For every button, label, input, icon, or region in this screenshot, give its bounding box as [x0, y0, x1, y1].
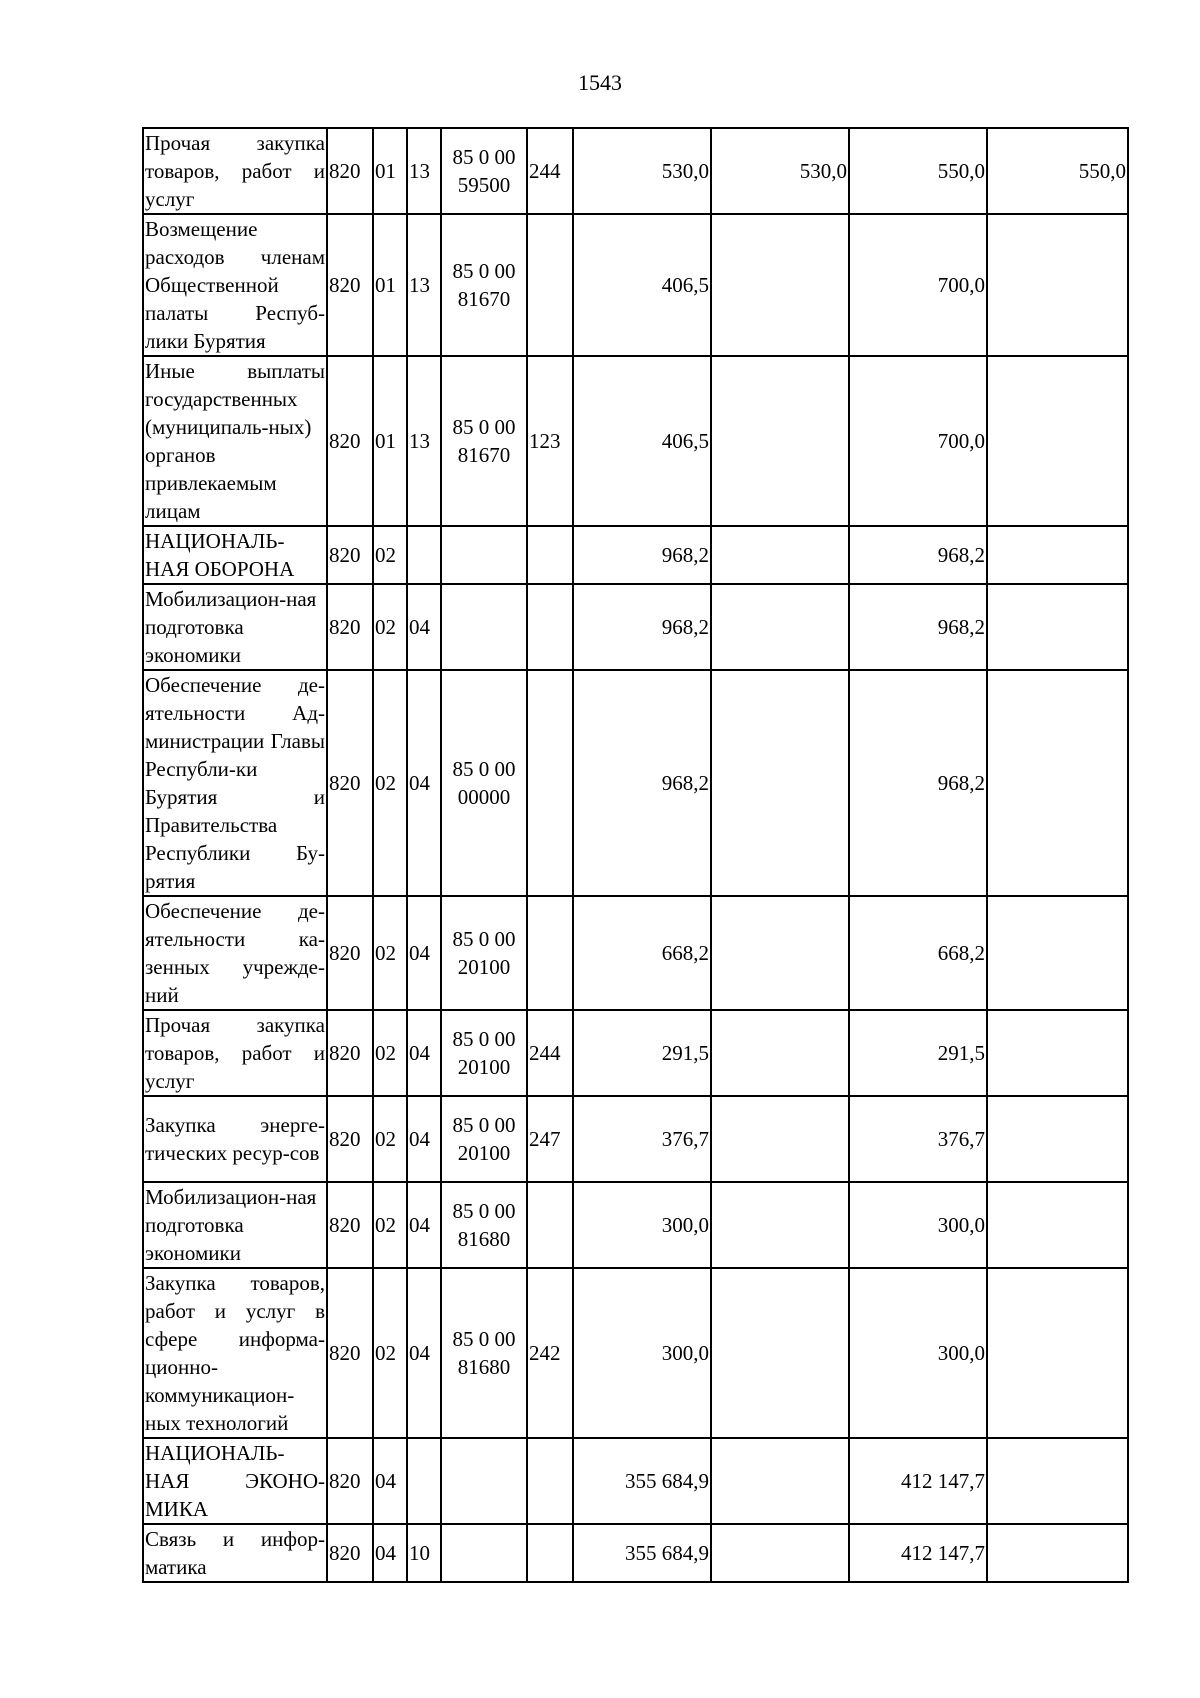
- amount-cell-1: 968,2: [573, 584, 711, 670]
- row-name-cell: Возмещение расходов членам Общественной палаты Респуб-лики Бурятия: [143, 214, 327, 356]
- table-row: [143, 1524, 1128, 1582]
- subsection-cell: 04: [407, 1268, 441, 1438]
- amount-cell-2: [711, 1182, 849, 1268]
- grbs-cell: 820: [327, 526, 373, 584]
- subsection-cell: 13: [407, 214, 441, 356]
- row-name-cell: Мобилизацион-ная подготовка экономики: [143, 1182, 327, 1268]
- amount-cell-4: [987, 1268, 1128, 1438]
- amount-cell-4: [987, 1438, 1128, 1524]
- table-row: [143, 1096, 1128, 1182]
- row-name-cell: Иные выплаты государственных (муниципаль-ных) органов привлекаемым лицам: [143, 356, 327, 526]
- expense-type-cell: [527, 1182, 573, 1268]
- table-row: [143, 1268, 1128, 1438]
- amount-cell-2: [711, 356, 849, 526]
- amount-cell-4: 550,0: [987, 128, 1128, 214]
- amount-cell-4: [987, 1182, 1128, 1268]
- table-row: [143, 356, 1128, 526]
- grbs-cell: 820: [327, 1096, 373, 1182]
- subsection-cell: [407, 1438, 441, 1524]
- expense-type-cell: [527, 526, 573, 584]
- target-article-cell: [441, 214, 527, 356]
- section-cell: 02: [373, 1268, 407, 1438]
- amount-cell-2: 530,0: [711, 128, 849, 214]
- target-article-line: 85 0 00: [452, 757, 516, 781]
- target-article-cell: [441, 670, 527, 896]
- amount-cell-3: 300,0: [849, 1182, 987, 1268]
- amount-cell-4: [987, 214, 1128, 356]
- amount-cell-1: 300,0: [573, 1268, 711, 1438]
- subsection-cell: [407, 526, 441, 584]
- table-row: [143, 214, 1128, 356]
- grbs-cell: 820: [327, 356, 373, 526]
- grbs-cell: 820: [327, 1182, 373, 1268]
- grbs-cell: 820: [327, 214, 373, 356]
- amount-cell-1: 968,2: [573, 670, 711, 896]
- amount-cell-2: [711, 670, 849, 896]
- amount-cell-1: 376,7: [573, 1096, 711, 1182]
- amount-cell-1: 968,2: [573, 526, 711, 584]
- target-article-line: 85 0 00: [452, 259, 516, 283]
- amount-cell-4: [987, 584, 1128, 670]
- expense-type-cell: [527, 1524, 573, 1582]
- section-cell: 01: [373, 128, 407, 214]
- amount-cell-3: 700,0: [849, 214, 987, 356]
- table-row: [143, 1010, 1128, 1096]
- subsection-cell: 04: [407, 1010, 441, 1096]
- subsection-cell: 04: [407, 896, 441, 1010]
- table-row: [143, 526, 1128, 584]
- grbs-cell: 820: [327, 128, 373, 214]
- row-name-cell: Связь и инфор-матика: [143, 1524, 327, 1582]
- row-name-cell: НАЦИОНАЛЬ-НАЯ ЭКОНО-МИКА: [143, 1438, 327, 1524]
- amount-cell-3: 968,2: [849, 670, 987, 896]
- target-article-line: 81680: [457, 1227, 511, 1251]
- grbs-cell: 820: [327, 1010, 373, 1096]
- target-article-line: 00000: [457, 785, 511, 809]
- target-article-line: 85 0 00: [452, 415, 516, 439]
- row-name-cell: Обеспечение де-ятельности Ад-министрации Главы Республи-ки Бурятия и Правительства Республики Бу-рятия: [143, 670, 327, 896]
- target-article-line: 81670: [457, 287, 511, 311]
- section-cell: 02: [373, 526, 407, 584]
- subsection-cell: 04: [407, 670, 441, 896]
- amount-cell-2: [711, 526, 849, 584]
- section-cell: 02: [373, 1096, 407, 1182]
- target-article-cell: [441, 128, 527, 214]
- expense-type-cell: 242: [527, 1268, 573, 1438]
- budget-table: [142, 127, 1129, 1583]
- row-name-cell: Мобилизацион-ная подготовка экономики: [143, 584, 327, 670]
- target-article-cell: [441, 1268, 527, 1438]
- amount-cell-4: [987, 1010, 1128, 1096]
- amount-cell-4: [987, 356, 1128, 526]
- section-cell: 01: [373, 356, 407, 526]
- amount-cell-2: [711, 584, 849, 670]
- target-article-line: 20100: [457, 1141, 511, 1165]
- target-article-line: 59500: [457, 173, 511, 197]
- section-cell: 02: [373, 584, 407, 670]
- target-article-line: 85 0 00: [452, 1327, 516, 1351]
- amount-cell-3: 550,0: [849, 128, 987, 214]
- amount-cell-2: [711, 1268, 849, 1438]
- amount-cell-1: 291,5: [573, 1010, 711, 1096]
- target-article-line: 20100: [457, 955, 511, 979]
- target-article-line: 85 0 00: [452, 145, 516, 169]
- target-article-cell: [441, 1438, 527, 1524]
- amount-cell-3: 668,2: [849, 896, 987, 1010]
- target-article-cell: [441, 1096, 527, 1182]
- subsection-cell: 04: [407, 1182, 441, 1268]
- amount-cell-2: [711, 1096, 849, 1182]
- amount-cell-1: 668,2: [573, 896, 711, 1010]
- target-article-cell: [441, 526, 527, 584]
- amount-cell-4: [987, 896, 1128, 1010]
- section-cell: 02: [373, 1010, 407, 1096]
- target-article-line: 85 0 00: [452, 1027, 516, 1051]
- subsection-cell: 10: [407, 1524, 441, 1582]
- amount-cell-1: 530,0: [573, 128, 711, 214]
- section-cell: 02: [373, 670, 407, 896]
- amount-cell-3: 968,2: [849, 584, 987, 670]
- subsection-cell: 04: [407, 584, 441, 670]
- target-article-line: 20100: [457, 1055, 511, 1079]
- table-row: [143, 1182, 1128, 1268]
- table-row: [143, 584, 1128, 670]
- grbs-cell: 820: [327, 670, 373, 896]
- amount-cell-2: [711, 1438, 849, 1524]
- table-row: [143, 1438, 1128, 1524]
- section-cell: 02: [373, 896, 407, 1010]
- row-name-cell: Закупка товаров, работ и услуг в сфере информа-ционно-коммуникацион-ных технологий: [143, 1268, 327, 1438]
- amount-cell-2: [711, 214, 849, 356]
- expense-type-cell: [527, 1438, 573, 1524]
- grbs-cell: 820: [327, 896, 373, 1010]
- table-row: [143, 128, 1128, 214]
- amount-cell-3: 968,2: [849, 526, 987, 584]
- section-cell: 01: [373, 214, 407, 356]
- target-article-line: 85 0 00: [452, 1199, 516, 1223]
- expense-type-cell: [527, 670, 573, 896]
- amount-cell-1: 300,0: [573, 1182, 711, 1268]
- amount-cell-3: 291,5: [849, 1010, 987, 1096]
- row-name-cell: Прочая закупка товаров, работ и услуг: [143, 128, 327, 214]
- target-article-cell: [441, 1524, 527, 1582]
- amount-cell-4: [987, 1096, 1128, 1182]
- expense-type-cell: 247: [527, 1096, 573, 1182]
- amount-cell-2: [711, 1524, 849, 1582]
- amount-cell-3: 412 147,7: [849, 1438, 987, 1524]
- subsection-cell: 04: [407, 1096, 441, 1182]
- expense-type-cell: [527, 896, 573, 1010]
- expense-type-cell: [527, 584, 573, 670]
- target-article-cell: [441, 896, 527, 1010]
- table-body: [143, 128, 1128, 1582]
- target-article-cell: [441, 1182, 527, 1268]
- amount-cell-3: 412 147,7: [849, 1524, 987, 1582]
- target-article-cell: [441, 356, 527, 526]
- amount-cell-1: 406,5: [573, 214, 711, 356]
- row-name-cell: Закупка энерге-тических ресур-сов: [143, 1096, 327, 1182]
- page-number: 1543: [578, 70, 622, 95]
- grbs-cell: 820: [327, 1524, 373, 1582]
- amount-cell-1: 355 684,9: [573, 1524, 711, 1582]
- grbs-cell: 820: [327, 1438, 373, 1524]
- subsection-cell: 13: [407, 356, 441, 526]
- amount-cell-3: 700,0: [849, 356, 987, 526]
- table-row: [143, 896, 1128, 1010]
- expense-type-cell: 244: [527, 128, 573, 214]
- amount-cell-2: [711, 1010, 849, 1096]
- amount-cell-3: 300,0: [849, 1268, 987, 1438]
- grbs-cell: 820: [327, 584, 373, 670]
- section-cell: 04: [373, 1438, 407, 1524]
- table-row: [143, 670, 1128, 896]
- amount-cell-3: 376,7: [849, 1096, 987, 1182]
- section-cell: 02: [373, 1182, 407, 1268]
- target-article-cell: [441, 584, 527, 670]
- amount-cell-4: [987, 670, 1128, 896]
- row-name-cell: Обеспечение де-ятельности ка-зенных учрежде-ний: [143, 896, 327, 1010]
- expense-type-cell: 123: [527, 356, 573, 526]
- target-article-line: 85 0 00: [452, 1113, 516, 1137]
- target-article-cell: [441, 1010, 527, 1096]
- section-cell: 04: [373, 1524, 407, 1582]
- expense-type-cell: [527, 214, 573, 356]
- amount-cell-1: 406,5: [573, 356, 711, 526]
- target-article-line: 81670: [457, 443, 511, 467]
- target-article-line: 85 0 00: [452, 927, 516, 951]
- grbs-cell: 820: [327, 1268, 373, 1438]
- amount-cell-1: 355 684,9: [573, 1438, 711, 1524]
- subsection-cell: 13: [407, 128, 441, 214]
- row-name-cell: НАЦИОНАЛЬ-НАЯ ОБОРОНА: [143, 526, 327, 584]
- row-name-cell: Прочая закупка товаров, работ и услуг: [143, 1010, 327, 1096]
- amount-cell-4: [987, 1524, 1128, 1582]
- expense-type-cell: 244: [527, 1010, 573, 1096]
- amount-cell-2: [711, 896, 849, 1010]
- target-article-line: 81680: [457, 1355, 511, 1379]
- amount-cell-4: [987, 526, 1128, 584]
